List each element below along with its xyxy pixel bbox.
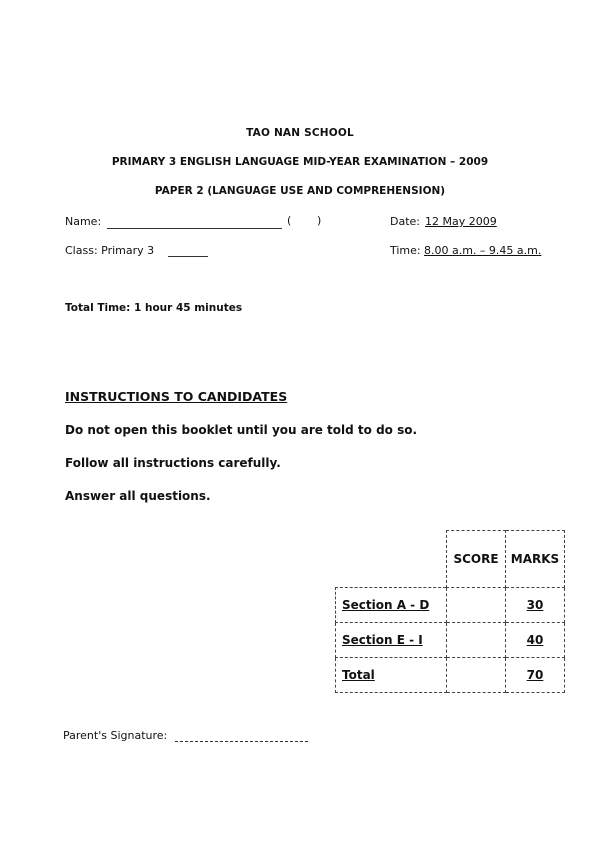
table-row bbox=[336, 588, 565, 623]
class-label: Class: Primary 3 bbox=[65, 244, 155, 257]
marks-value: 70 bbox=[526, 668, 544, 682]
parent-signature-blank bbox=[175, 741, 308, 742]
name-label: Name: bbox=[65, 215, 102, 228]
index-bracket-open: ( bbox=[287, 214, 292, 227]
marks-header: MARKS bbox=[506, 531, 565, 588]
score-cell bbox=[447, 588, 506, 623]
section-label: Section E - I bbox=[342, 633, 423, 647]
parent-signature-label: Parent's Signature: bbox=[63, 729, 168, 742]
name-blank bbox=[107, 228, 282, 229]
class-blank bbox=[168, 256, 208, 257]
score-cell bbox=[447, 658, 506, 693]
score-table-header-row bbox=[336, 531, 565, 588]
time-value: 8.00 a.m. – 9.45 a.m. bbox=[424, 244, 542, 257]
date-value: 12 May 2009 bbox=[425, 215, 497, 228]
time-label: Time: bbox=[390, 244, 421, 257]
instructions-heading: INSTRUCTIONS TO CANDIDATES bbox=[65, 389, 288, 404]
score-cell bbox=[447, 623, 506, 658]
score-header: SCORE bbox=[447, 531, 506, 588]
score-table-corner bbox=[336, 531, 447, 588]
index-bracket-close: ) bbox=[317, 214, 322, 227]
score-table bbox=[335, 530, 565, 693]
total-time: Total Time: 1 hour 45 minutes bbox=[65, 302, 243, 314]
section-label: Total bbox=[342, 668, 375, 682]
table-row bbox=[336, 658, 565, 693]
section-cell bbox=[336, 658, 447, 693]
instruction-line: Do not open this booklet until you are told to do so. bbox=[65, 423, 418, 437]
section-label: Section A - D bbox=[342, 598, 430, 612]
marks-cell bbox=[506, 658, 565, 693]
paper-title: PAPER 2 (LANGUAGE USE AND COMPREHENSION) bbox=[154, 185, 446, 197]
marks-value: 40 bbox=[526, 633, 544, 647]
school-name: TAO NAN SCHOOL bbox=[246, 127, 354, 139]
marks-cell bbox=[506, 588, 565, 623]
exam-title: PRIMARY 3 ENGLISH LANGUAGE MID-YEAR EXAMINATION – 2009 bbox=[111, 156, 489, 168]
section-cell bbox=[336, 588, 447, 623]
instruction-line: Follow all instructions carefully. bbox=[65, 456, 281, 470]
date-label: Date: bbox=[390, 215, 420, 228]
marks-cell bbox=[506, 623, 565, 658]
table-row bbox=[336, 623, 565, 658]
section-cell bbox=[336, 623, 447, 658]
marks-value: 30 bbox=[526, 598, 544, 612]
instruction-line: Answer all questions. bbox=[65, 489, 211, 503]
